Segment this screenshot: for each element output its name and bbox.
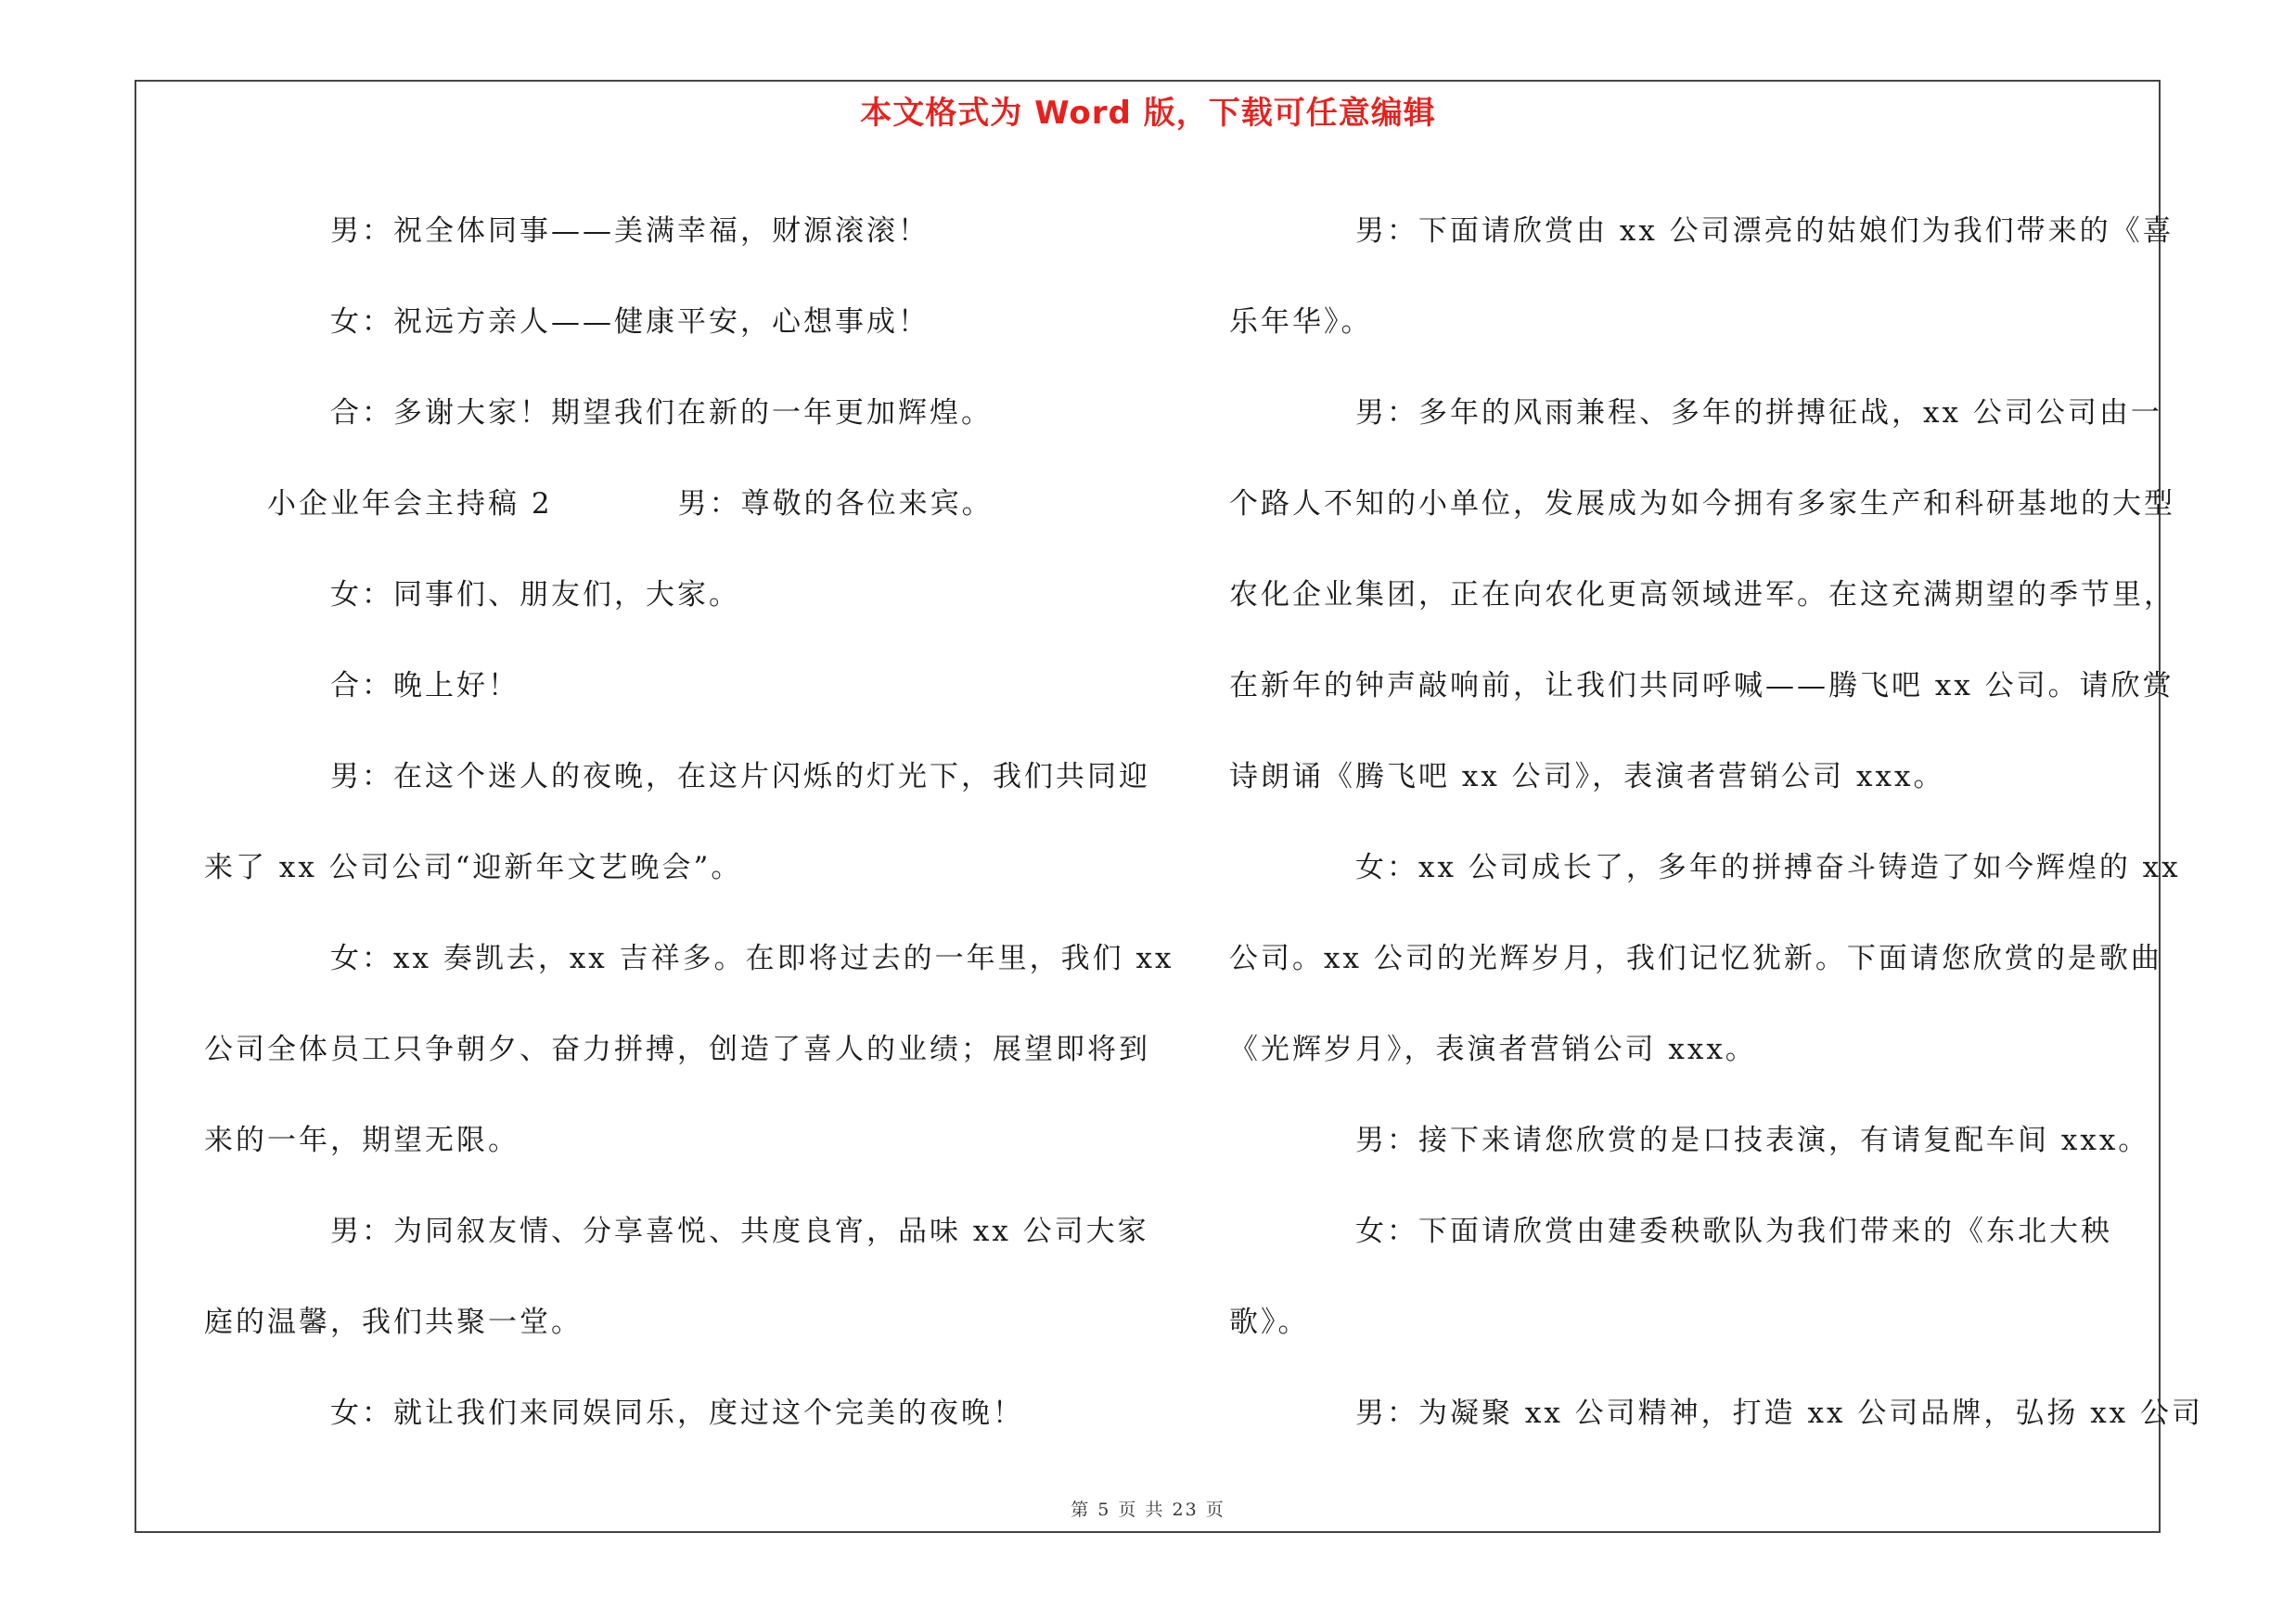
paragraph: 女：同事们、朋友们，大家。 — [330, 578, 740, 612]
paragraph: 男：接下来请您欣赏的是口技表演，有请复配车间 xxx。 — [1355, 1124, 2150, 1157]
paragraph: 男：为凝聚 xx 公司精神，打造 xx 公司品牌，弘扬 xx 公司 — [1355, 1397, 2204, 1430]
paragraph-line: 来了 xx 公司公司“迎新年文艺晚会”。 — [204, 851, 743, 884]
section-title: 小企业年会主持稿 2 — [267, 487, 553, 521]
paragraph-line: 男：为同叙友情、分享喜悦、共度良宵，品味 xx 公司大家 — [330, 1215, 1149, 1248]
paragraph-line: 诗朗诵《腾飞吧 xx 公司》，表演者营销公司 xxx。 — [1229, 760, 1945, 793]
paragraph-line: 个路人不知的小单位，发展成为如今拥有多家生产和科研基地的大型 — [1229, 487, 2175, 521]
left-text-column — [204, 186, 1174, 1459]
paragraph: 男：祝全体同事——美满幸福，财源滚滚！ — [330, 214, 930, 248]
section-heading-line — [204, 458, 1132, 549]
paragraph-line: 男：下面请欣赏由 xx 公司漂亮的姑娘们为我们带来的《喜 — [1355, 214, 2174, 248]
right-text-column — [1229, 186, 2204, 1459]
paragraph-line: 在新年的钟声敲响前，让我们共同呼喊——腾飞吧 xx 公司。请欣赏 — [1229, 669, 2174, 702]
paragraph-line: 男：多年的风雨兼程、多年的拼搏征战，xx 公司公司由一 — [1355, 396, 2162, 430]
paragraph-line: 男：在这个迷人的夜晚，在这片闪烁的灯光下，我们共同迎 — [330, 760, 1150, 793]
paragraph-line: 女：下面请欣赏由建委秧歌队为我们带来的《东北大秧 — [1355, 1215, 2112, 1248]
paragraph-line: 女：xx 公司成长了，多年的拼搏奋斗铸造了如今辉煌的 xx — [1355, 851, 2181, 884]
word-format-banner: 本文格式为 Word 版，下载可任意编辑 — [860, 95, 1436, 132]
paragraph-text: 男：尊敬的各位来宾。 — [677, 487, 994, 521]
paragraph-line: 公司全体员工只争朝夕、奋力拼搏，创造了喜人的业绩；展望即将到 — [204, 1033, 1150, 1066]
paragraph-line: 庭的温馨，我们共聚一堂。 — [204, 1306, 583, 1339]
paragraph: 女：祝远方亲人——健康平安，心想事成！ — [330, 305, 930, 339]
paragraph: 合：多谢大家！期望我们在新的一年更加辉煌。 — [330, 396, 993, 430]
page-number-footer: 第 5 页 共 23 页 — [1071, 1500, 1225, 1520]
paragraph-line: 农化企业集团，正在向农化更高领域进军。在这充满期望的季节里， — [1229, 578, 2175, 612]
paragraph: 合：晚上好！ — [330, 669, 519, 702]
paragraph-line: 乐年华》。 — [1229, 305, 1373, 339]
paragraph-line: 歌》。 — [1229, 1306, 1310, 1339]
paragraph-line: 来的一年，期望无限。 — [204, 1124, 519, 1157]
paragraph-line: 《光辉岁月》，表演者营销公司 xxx。 — [1229, 1033, 1757, 1066]
paragraph-line: 公司。xx 公司的光辉岁月，我们记忆犹新。下面请您欣赏的是歌曲 — [1229, 942, 2162, 975]
paragraph: 女：就让我们来同娱同乐，度过这个完美的夜晚！ — [330, 1397, 1024, 1430]
paragraph-line: 女：xx 奏凯去，xx 吉祥多。在即将过去的一年里，我们 xx — [330, 942, 1174, 975]
